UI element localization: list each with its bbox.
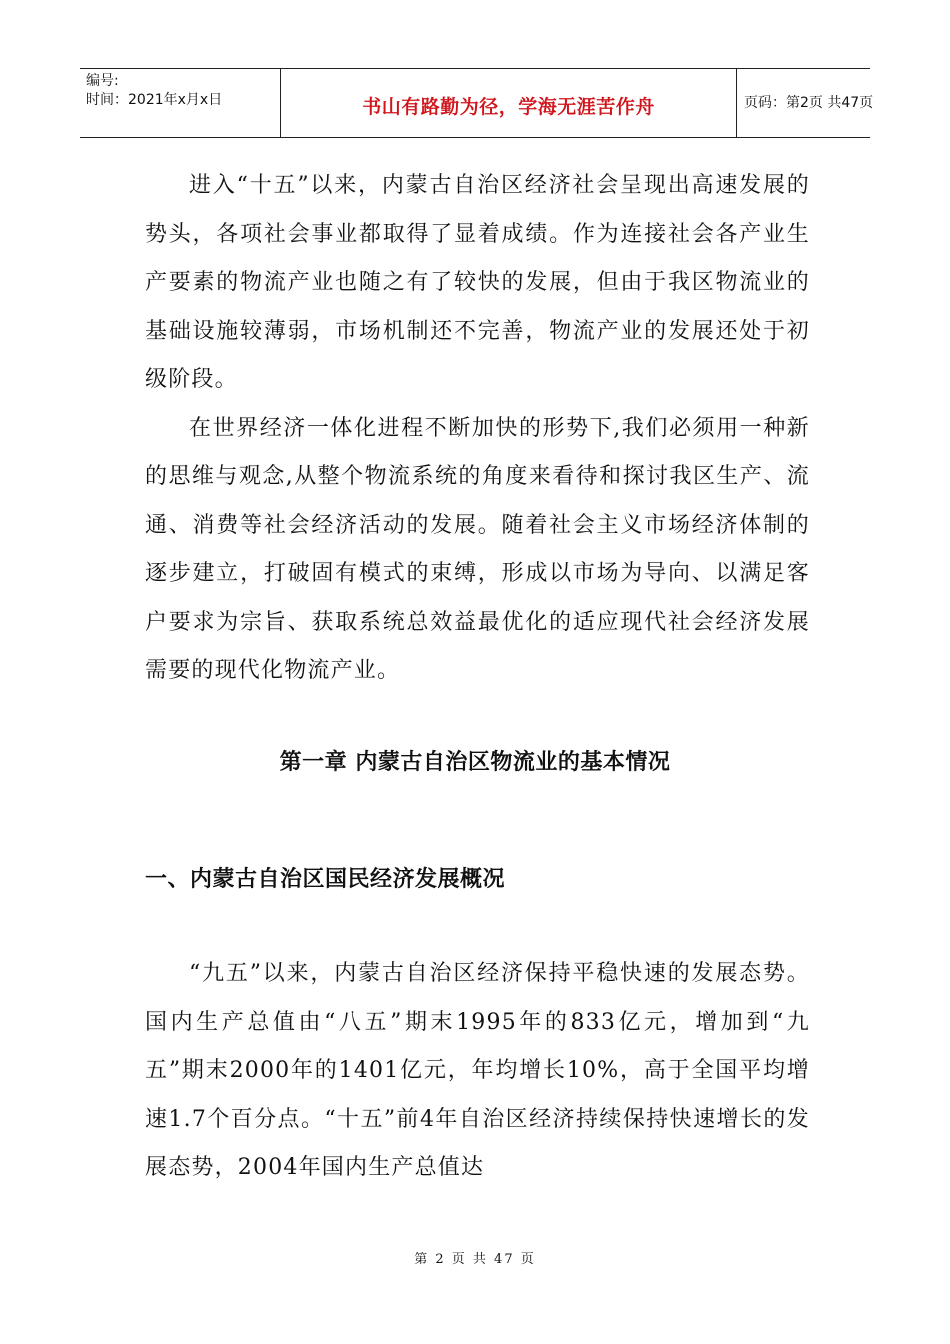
time-label: 时间：2021年x月x日: [86, 92, 223, 108]
page-footer: 第 2 页 共 47 页: [414, 1252, 536, 1267]
header-page-cell: [736, 69, 874, 137]
header-motto-cell: [280, 69, 737, 137]
section-title: 一、内蒙古自治区国民经济发展概况: [145, 867, 506, 892]
paragraph-2: 在世界经济一体化进程不断加快的形势下,我们必须用一种新的思维与观念,从整个物流系统的角度来看待和探讨我区生产、流通、消费等社会经济活动的发展。随着社会主义市场经济体制的逐步建立，打破固有模式的束缚，形成以市场为导向、以满足客户要求为宗旨、获取系统总效益最优化的适应现代社会经济发展需要的现代化物流产业。: [145, 415, 810, 683]
page-header: [80, 68, 874, 138]
motto-text: 书山有路勤为径，学海无涯苦作舟: [362, 96, 655, 118]
page-number-label: 页码：第2页 共47页: [744, 95, 874, 111]
intro-text: [145, 162, 810, 696]
paragraph-1: 进入“十五”以来，内蒙古自治区经济社会呈现出高速发展的势头，各项社会事业都取得了显着成绩。作为连接社会各产业生产要素的物流产业也随之有了较快的发展，但由于我区物流业的基础设施较薄弱，市场机制还不完善，物流产业的发展还处于初级阶段。: [145, 173, 810, 392]
paragraph-3: “九五”以来，内蒙古自治区经济保持平稳快速的发展态势。国内生产总值由“八五”期末1995年的833亿元，增加到“九五”期末2000年的1401亿元，年均增长10%，高于全国平均增速1.7个百分点。“十五”前4年自治区经济持续保持快速增长的发展态势，2004年国内生产总值达: [145, 961, 810, 1180]
section-text: [145, 950, 810, 1193]
serial-label: 编号:: [86, 73, 119, 89]
header-meta-cell: [80, 69, 280, 137]
chapter-title: 第一章 内蒙古自治区物流业的基本情况: [279, 750, 671, 775]
